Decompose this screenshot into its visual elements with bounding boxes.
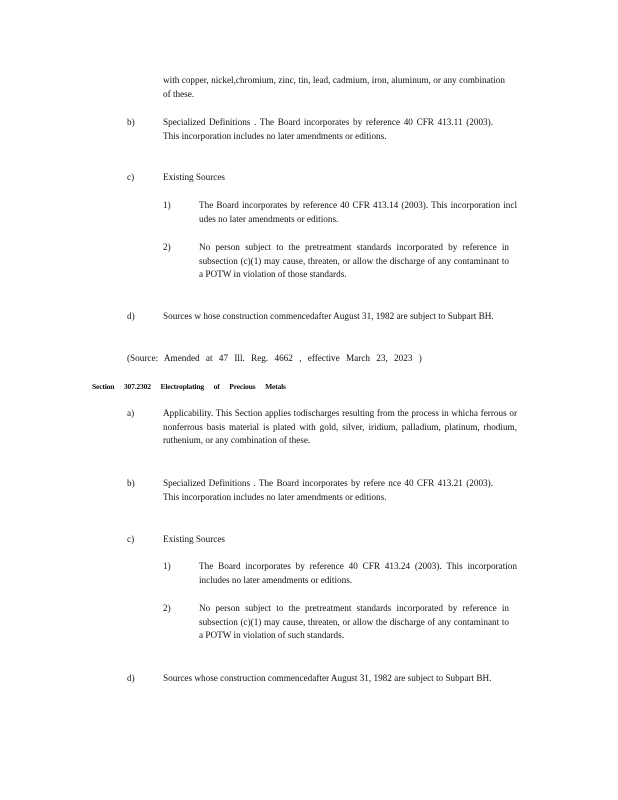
section-heading: Section 307.2302 Electroplating of Precious Metals bbox=[92, 382, 286, 391]
section-subitem-paragraph-c1: The Board incorporates by reference 40 CFR 413.24 (2003). This incorporation includes no later amendments or editions. bbox=[199, 561, 517, 585]
applicability-paragraph: Applicability. This Section applies todischarges resulting from the process in whicha ferrous or nonferrous basis material is plated with gold, silver, iridium, palladium, platinum, rhodium, ruthenium, or any combination of these. bbox=[163, 408, 517, 445]
section-item-label-a: a) bbox=[127, 408, 135, 418]
item-label-b: b) bbox=[127, 117, 135, 127]
section-item-label-b: b) bbox=[127, 478, 135, 488]
section-subitem-paragraph-c2: No person subject to the pretreatment standards incorporated by reference in subsection (c)(1) may cause, threaten, or allow the discharge of any contaminant to a POTW in violation of such standards. bbox=[199, 603, 509, 640]
subitem-paragraph-c1: The Board incorporates by reference 40 CFR 413.14 (2003). This incorporation incl udes no later amendments or editions. bbox=[199, 200, 517, 224]
sources-paragraph: Sources w hose construction commencedafter August 31, 1982 are subject to Subpart BH. bbox=[163, 311, 494, 321]
continuation-paragraph: with copper, nickel,chromium, zinc, tin, lead, cadmium, iron, aluminum, or any combination of these. bbox=[163, 75, 505, 99]
section-sources-paragraph: Sources whose construction commencedafter August 31, 1982 are subject to Subpart BH. bbox=[163, 673, 492, 683]
subitem-label-c1: 1) bbox=[163, 200, 171, 210]
section-item-label-d: d) bbox=[127, 673, 135, 683]
section-specialized-definitions-paragraph: Specialized Definitions . The Board incorporates by refere nce 40 CFR 413.21 (2003). This incorporation includes no later amendments or editions. bbox=[163, 478, 493, 502]
subitem-label-c2: 2) bbox=[163, 242, 171, 252]
section-existing-sources-heading: Existing Sources bbox=[163, 534, 226, 544]
item-label-c: c) bbox=[127, 172, 135, 182]
section-item-label-c: c) bbox=[127, 534, 135, 544]
existing-sources-heading: Existing Sources bbox=[163, 172, 226, 182]
specialized-definitions-paragraph: Specialized Definitions . The Board incorporates by reference 40 CFR 413.11 (2003). This incorporation includes no later amendments or editions. bbox=[163, 117, 493, 141]
source-note: (Source: Amended at 47 Ill. Reg. 4662 , effective March 23, 2023 ) bbox=[127, 353, 422, 363]
section-subitem-label-c2: 2) bbox=[163, 603, 171, 613]
subitem-paragraph-c2: No person subject to the pretreatment standards incorporated by reference in subsection (c)(1) may cause, threaten, or allow the discharge of any contaminant to a POTW in violation of those standards. bbox=[199, 242, 509, 279]
item-label-d: d) bbox=[127, 311, 135, 321]
section-subitem-label-c1: 1) bbox=[163, 561, 171, 571]
